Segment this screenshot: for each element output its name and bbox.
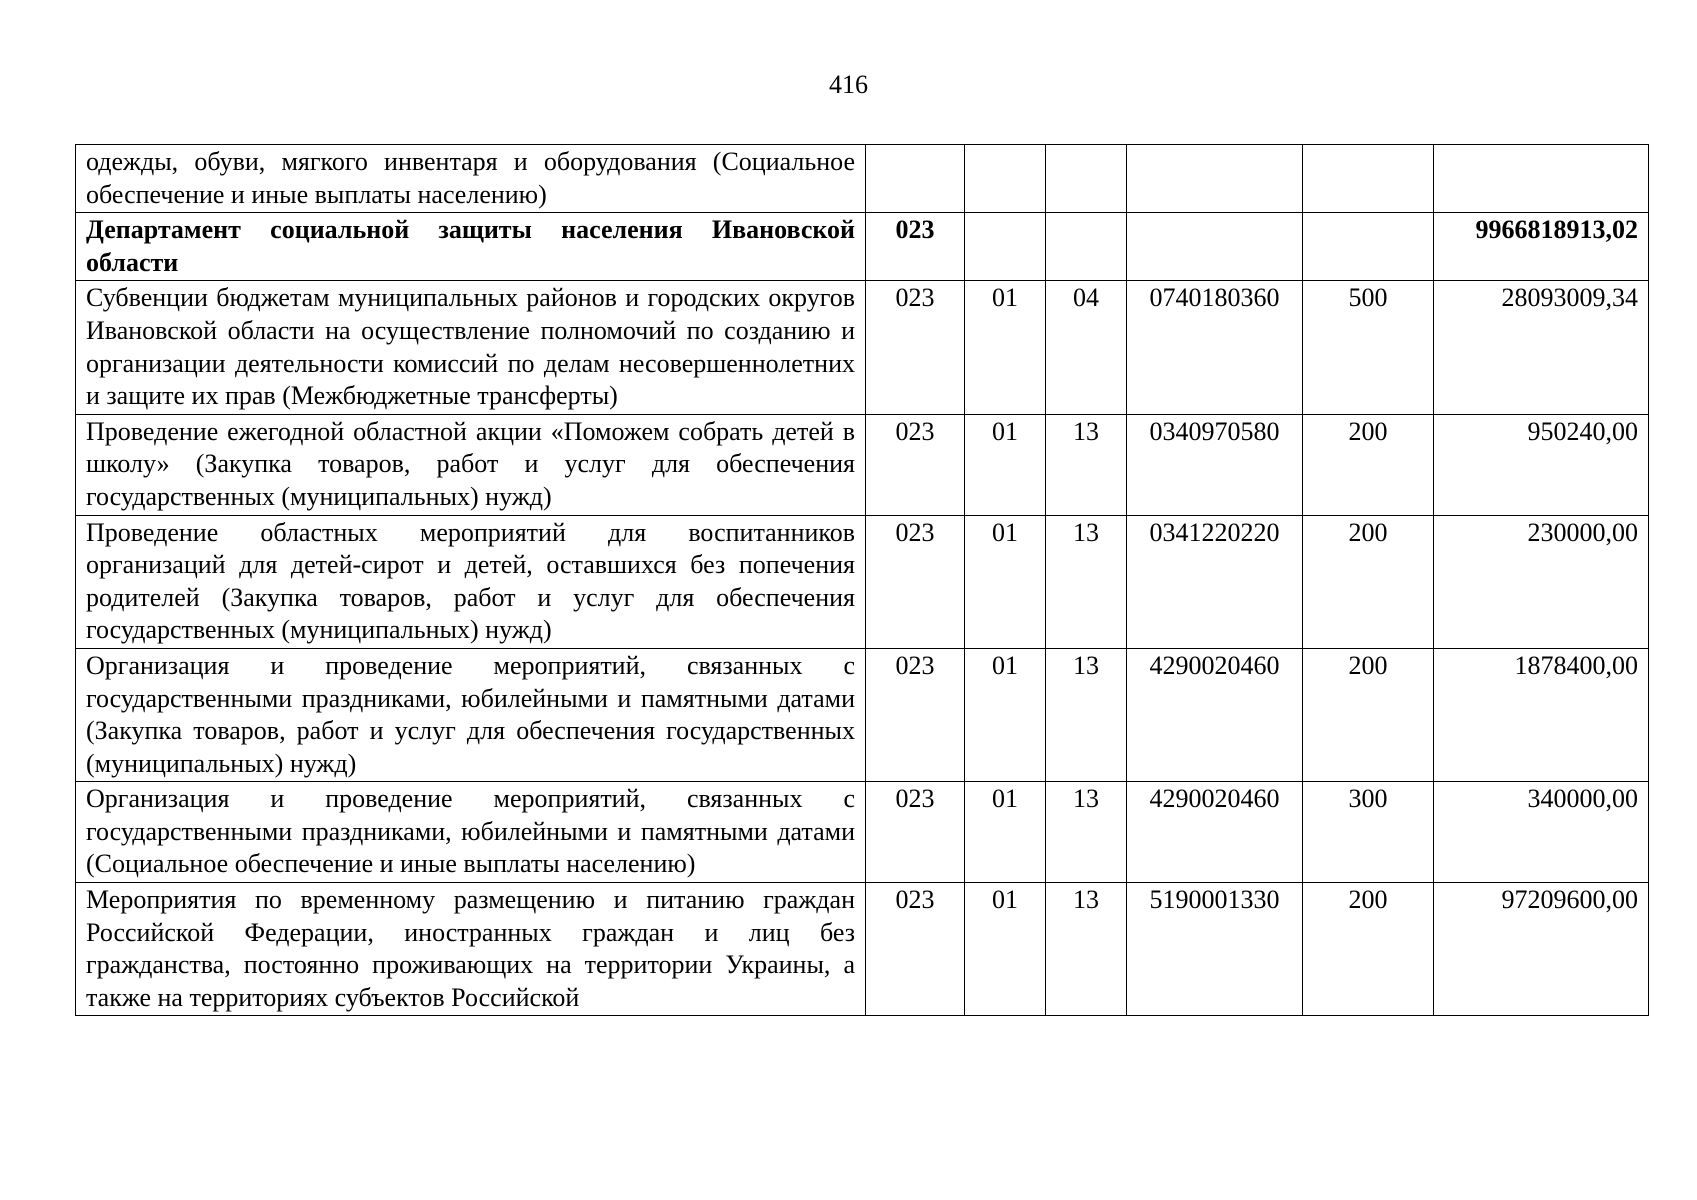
row-pr: 13 [1046, 648, 1127, 781]
row-rz: 01 [965, 648, 1046, 781]
row-gr: 023 [866, 281, 965, 414]
table-row [76, 213, 1649, 281]
row-vr [1303, 213, 1434, 281]
row-csr: 0341220220 [1127, 515, 1303, 648]
row-rz [965, 145, 1046, 213]
row-gr: 023 [866, 213, 965, 281]
row-pr: 13 [1046, 883, 1127, 1016]
table-row [76, 648, 1649, 781]
row-rz: 01 [965, 883, 1046, 1016]
row-name: Мероприятия по временному размещению и питанию граждан Российской Федерации, иностранных граждан и лиц без гражданства, постоянно проживающих на территории Украины, а также на территориях субъектов Российской [76, 883, 866, 1016]
row-vr: 200 [1303, 883, 1434, 1016]
row-csr: 0740180360 [1127, 281, 1303, 414]
row-vr: 300 [1303, 782, 1434, 883]
row-name: Проведение ежегодной областной акции «Поможем собрать детей в школу» (Закупка товаров, работ и услуг для обеспечения государственных (муниципальных) нужд) [76, 414, 866, 515]
row-gr: 023 [866, 648, 965, 781]
row-sum: 9966818913,02 [1434, 213, 1649, 281]
row-name: Организация и проведение мероприятий, связанных с государственными праздниками, юбилейными и памятными датами (Закупка товаров, работ и услуг для обеспечения государственных (муниципальных) нужд) [76, 648, 866, 781]
row-name: Субвенции бюджетам муниципальных районов и городских округов Ивановской области на осуществление полномочий по созданию и организации деятельности комиссий по делам несовершеннолетних и защите их прав (Межбюджетные трансферты) [76, 281, 866, 414]
row-csr: 0340970580 [1127, 414, 1303, 515]
row-sum: 97209600,00 [1434, 883, 1649, 1016]
table-row [76, 414, 1649, 515]
table-row [76, 281, 1649, 414]
row-gr: 023 [866, 515, 965, 648]
row-sum: 950240,00 [1434, 414, 1649, 515]
row-pr: 13 [1046, 414, 1127, 515]
row-rz: 01 [965, 414, 1046, 515]
row-pr: 13 [1046, 782, 1127, 883]
budget-table [75, 144, 1649, 1016]
row-pr [1046, 145, 1127, 213]
row-sum: 1878400,00 [1434, 648, 1649, 781]
row-gr: 023 [866, 883, 965, 1016]
row-sum: 28093009,34 [1434, 281, 1649, 414]
row-csr [1127, 213, 1303, 281]
row-sum [1434, 145, 1649, 213]
row-pr: 13 [1046, 515, 1127, 648]
table-row [76, 515, 1649, 648]
row-rz: 01 [965, 281, 1046, 414]
row-gr: 023 [866, 782, 965, 883]
row-gr: 023 [866, 414, 965, 515]
row-csr: 4290020460 [1127, 648, 1303, 781]
row-vr: 500 [1303, 281, 1434, 414]
row-vr: 200 [1303, 648, 1434, 781]
row-name: Организация и проведение мероприятий, связанных с государственными праздниками, юбилейными и памятными датами (Социальное обеспечение и иные выплаты населению) [76, 782, 866, 883]
row-rz: 01 [965, 782, 1046, 883]
table-row [76, 145, 1649, 213]
row-sum: 230000,00 [1434, 515, 1649, 648]
row-sum: 340000,00 [1434, 782, 1649, 883]
row-vr: 200 [1303, 515, 1434, 648]
row-gr [866, 145, 965, 213]
row-vr [1303, 145, 1434, 213]
row-name: Проведение областных мероприятий для воспитанников организаций для детей-сирот и детей, оставшихся без попечения родителей (Закупка товаров, работ и услуг для обеспечения государственных (муниципальных) нужд) [76, 515, 866, 648]
row-csr: 4290020460 [1127, 782, 1303, 883]
table-row [76, 883, 1649, 1016]
row-name: одежды, обуви, мягкого инвентаря и оборудования (Социальное обеспечение и иные выплаты населению) [76, 145, 866, 213]
row-csr [1127, 145, 1303, 213]
row-csr: 5190001330 [1127, 883, 1303, 1016]
table-row [76, 782, 1649, 883]
row-rz: 01 [965, 515, 1046, 648]
row-vr: 200 [1303, 414, 1434, 515]
row-pr [1046, 213, 1127, 281]
row-pr: 04 [1046, 281, 1127, 414]
row-name: Департамент социальной защиты населения Ивановской области [76, 213, 866, 281]
page-number: 416 [829, 70, 868, 99]
row-rz [965, 213, 1046, 281]
